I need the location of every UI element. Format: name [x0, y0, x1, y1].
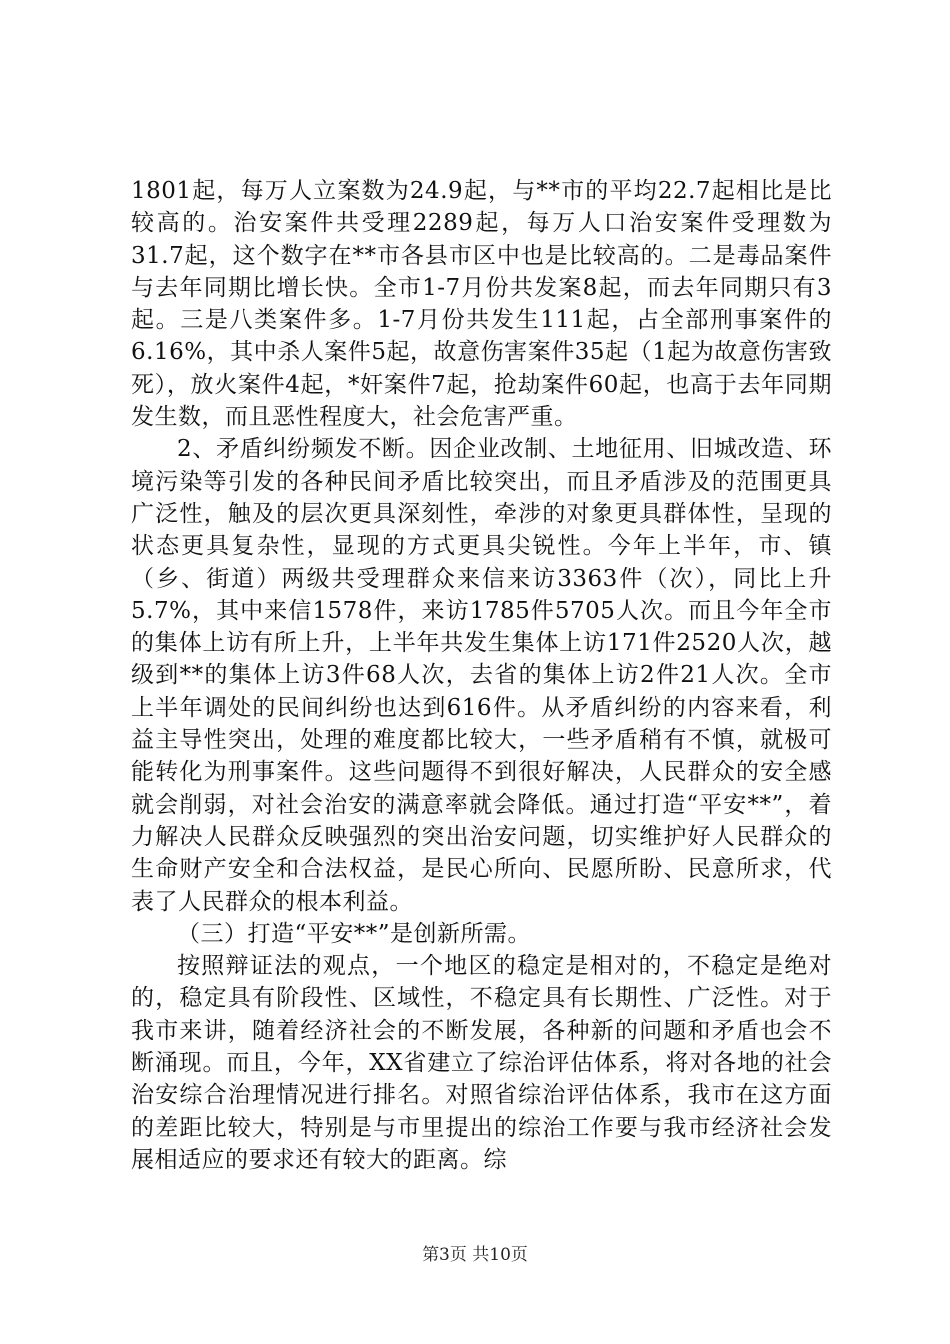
section-heading-innovation: （三）打造“平安**”是创新所需。: [177, 920, 532, 947]
document-body: [131, 175, 832, 1176]
paragraph-continued-crime-stats: 1801起，每万人立案数为24.9起，与**市的平均22.7起相比是比较高的。治安案件共受理2289起，每万人口治安案件受理数为31.7起，这个数字在**市各县市区中也是比较高的。二是毒品案件与去年同期比增长快。全市1-7月份共发案8起，而去年同期只有3起。三是八类案件多。1-7月份共发生111起，占全部刑事案件的6.16%，其中杀人案件5起，故意伤害案件35起（1起为故意伤害致死），放火案件4起，*奸案件7起，抢劫案件60起，也高于去年同期发生数，而且恶性程度大，社会危害严重。: [131, 178, 832, 431]
page-number-footer: 第3页 共10页: [422, 1245, 528, 1265]
paragraph-disputes: 2、矛盾纠纷频发不断。因企业改制、土地征用、旧城改造、环境污染等引发的各种民间矛盾比较突出，而且矛盾涉及的范围更具广泛性，触及的层次更具深刻性，牵涉的对象更具群体性，呈现的状态更具复杂性，显现的方式更具尖锐性。今年上半年，市、镇（乡、街道）两级共受理群众来信来访3363件（次），同比上升5.7%，其中来信1578件，来访1785件5705人次。而且今年全市的集体上访有所上升，上半年共发生集体上访171件2520人次，越级到**的集体上访3件68人次，去省的集体上访2件21人次。全市上半年调处的民间纠纷也达到616件。从矛盾纠纷的内容来看，利益主导性突出，处理的难度都比较大，一些矛盾稍有不慎，就极可能转化为刑事案件。这些问题得不到很好解决，人民群众的安全感就会削弱，对社会治安的满意率就会降低。通过打造“平安**”，着力解决人民群众反映强烈的突出治安问题，切实维护好人民群众的生命财产安全和合法权益，是民心所向、民愿所盼、民意所求，代表了人民群众的根本利益。: [131, 436, 832, 915]
paragraph-dialectics: 按照辩证法的观点，一个地区的稳定是相对的，不稳定是绝对的，稳定具有阶段性、区域性，不稳定具有长期性、广泛性。对于我市来讲，随着经济社会的不断发展，各种新的问题和矛盾也会不断涌现。而且，今年，XX省建立了综治评估体系，将对各地的社会治安综合治理情况进行排名。对照省综治评估体系，我市在这方面的差距比较大，特别是与市里提出的综治工作要与我市经济社会发展相适应的要求还有较大的距离。综: [131, 953, 832, 1173]
